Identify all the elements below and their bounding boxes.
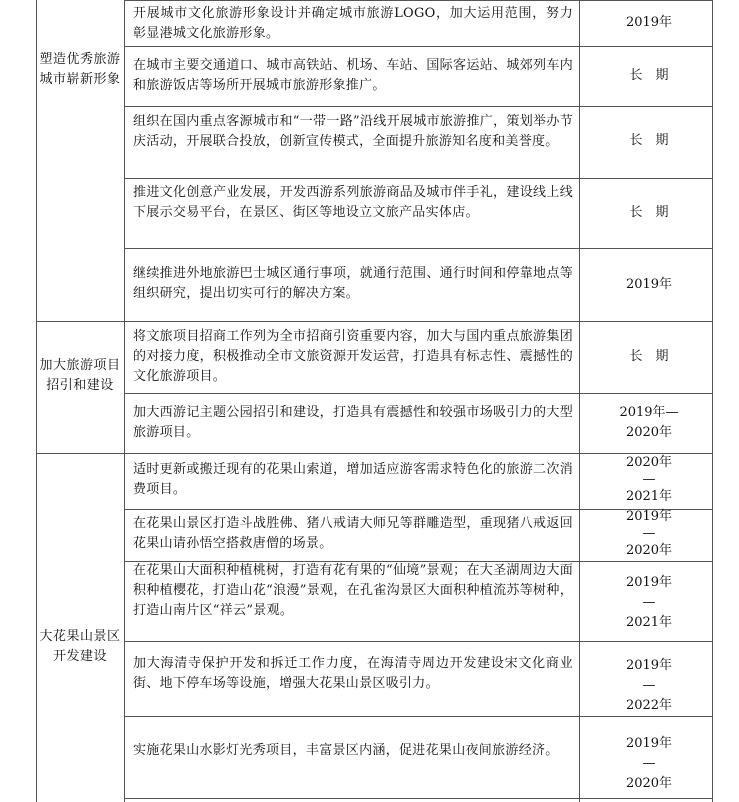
time-frame-line: 2021年 (625, 489, 673, 504)
task-description: 开展城市文化旅游形象设计并确定城市旅游LOGO，加大运用范围，努力彰显港城文化旅游形象。 (133, 6, 573, 41)
time-frame-line: — (642, 756, 656, 771)
time-frame-line: 2019年 (625, 509, 673, 524)
category-label: 加大旅游项目招引和建设 (39, 358, 121, 393)
time-frame (585, 454, 713, 505)
time-column-divider (579, 0, 580, 802)
time-frame: 长 期 (629, 205, 669, 220)
time-frame-line: — (642, 595, 656, 610)
row-divider (124, 393, 713, 394)
time-frame-line: 2020年 (625, 543, 673, 558)
time-frame-line: — (642, 526, 656, 541)
task-description: 继续推进外地旅游巴士城区通行事项，就通行范围、通行时间和停靠地点等组织研究，提出切实可行的解决方案。 (133, 266, 573, 301)
row-divider (124, 716, 713, 717)
category-label: 塑造优秀旅游城市崭新形象 (39, 52, 121, 87)
time-frame-line: 2019年 (625, 658, 673, 673)
time-frame-line: 2020年 (625, 455, 673, 470)
table-border-left (36, 0, 37, 802)
time-frame: 2019年 (625, 277, 673, 292)
row-divider (124, 248, 713, 249)
task-description: 将文旅项目招商工作列为全市招商引资重要内容，加大与国内重点旅游集团的对接力度，积极推动全市文旅资源开发运营，打造具有标志性、震撼性的文化旅游项目。 (133, 329, 573, 384)
task-description: 加大海清寺保护开发和拆迁工作力度，在海清寺周边开发建设宋文化商业街、地下停车场等设施，增强大花果山景区吸引力。 (133, 656, 573, 691)
time-frame (585, 573, 713, 633)
time-frame: 2019年 (625, 15, 673, 30)
time-frame (585, 403, 713, 443)
time-frame-line: — (642, 472, 656, 487)
time-frame-line: — (642, 678, 656, 693)
time-frame: 长 期 (629, 133, 669, 148)
time-frame (585, 734, 713, 794)
category-label: 大花果山景区开发建设 (39, 629, 121, 664)
task-description: 加大西游记主题公园招引和建设，打造具有震撼性和较强市场吸引力的大型旅游项目。 (133, 405, 573, 440)
time-frame-line: 2021年 (625, 615, 673, 630)
time-frame (585, 656, 713, 716)
row-divider (124, 178, 713, 179)
row-divider (124, 46, 713, 47)
task-description: 在花果山景区打造斗战胜佛、猪八戒请大师兄等群雕造型，重现猪八戒返回花果山请孙悟空搭救唐僧的场景。 (133, 516, 573, 551)
time-frame-line: 2019年 (625, 575, 673, 590)
time-frame-line: 2019年 (625, 736, 673, 751)
time-frame (585, 508, 713, 559)
row-divider (36, 321, 713, 322)
task-description: 组织在国内重点客源城市和“一带一路”沿线开展城市旅游推广，策划举办节庆活动，开展联合投放，创新宣传模式，全面提升旅游知名度和美誉度。 (133, 114, 573, 149)
task-description: 在城市主要交通道口、城市高铁站、机场、车站、国际客运站、城郊列车内和旅游饭店等场所开展城市旅游形象推广。 (133, 58, 573, 93)
task-description: 实施花果山水影灯光秀项目，丰富景区内涵，促进花果山夜间旅游经济。 (133, 743, 559, 758)
task-description: 适时更新或搬迁现有的花果山索道，增加适应游客需求特色化的旅游二次消费项目。 (133, 462, 573, 497)
time-frame-line: 2019年— (619, 405, 679, 420)
row-divider (124, 798, 713, 799)
task-description: 推进文化创意产业发展，开发西游系列旅游商品及城市伴手礼，建设线上线下展示交易平台，在景区、街区等地设立文旅产品实体店。 (133, 185, 573, 220)
task-description: 在花果山大面积种植桃树，打造有花有果的“仙境”景观；在大圣湖周边大面积种植樱花，打造山花“浪漫”景观，在孔雀沟景区大面积种植流苏等树种，打造山南片区“祥云”景观。 (133, 563, 573, 618)
category-column-divider (124, 0, 125, 802)
time-frame: 长 期 (629, 349, 669, 364)
row-divider (124, 106, 713, 107)
time-frame-line: 2022年 (625, 698, 673, 713)
row-divider (124, 641, 713, 642)
time-frame-line: 2020年 (625, 425, 673, 440)
time-frame: 长 期 (629, 68, 669, 83)
row-divider (124, 0, 713, 1)
time-frame-line: 2020年 (625, 776, 673, 791)
